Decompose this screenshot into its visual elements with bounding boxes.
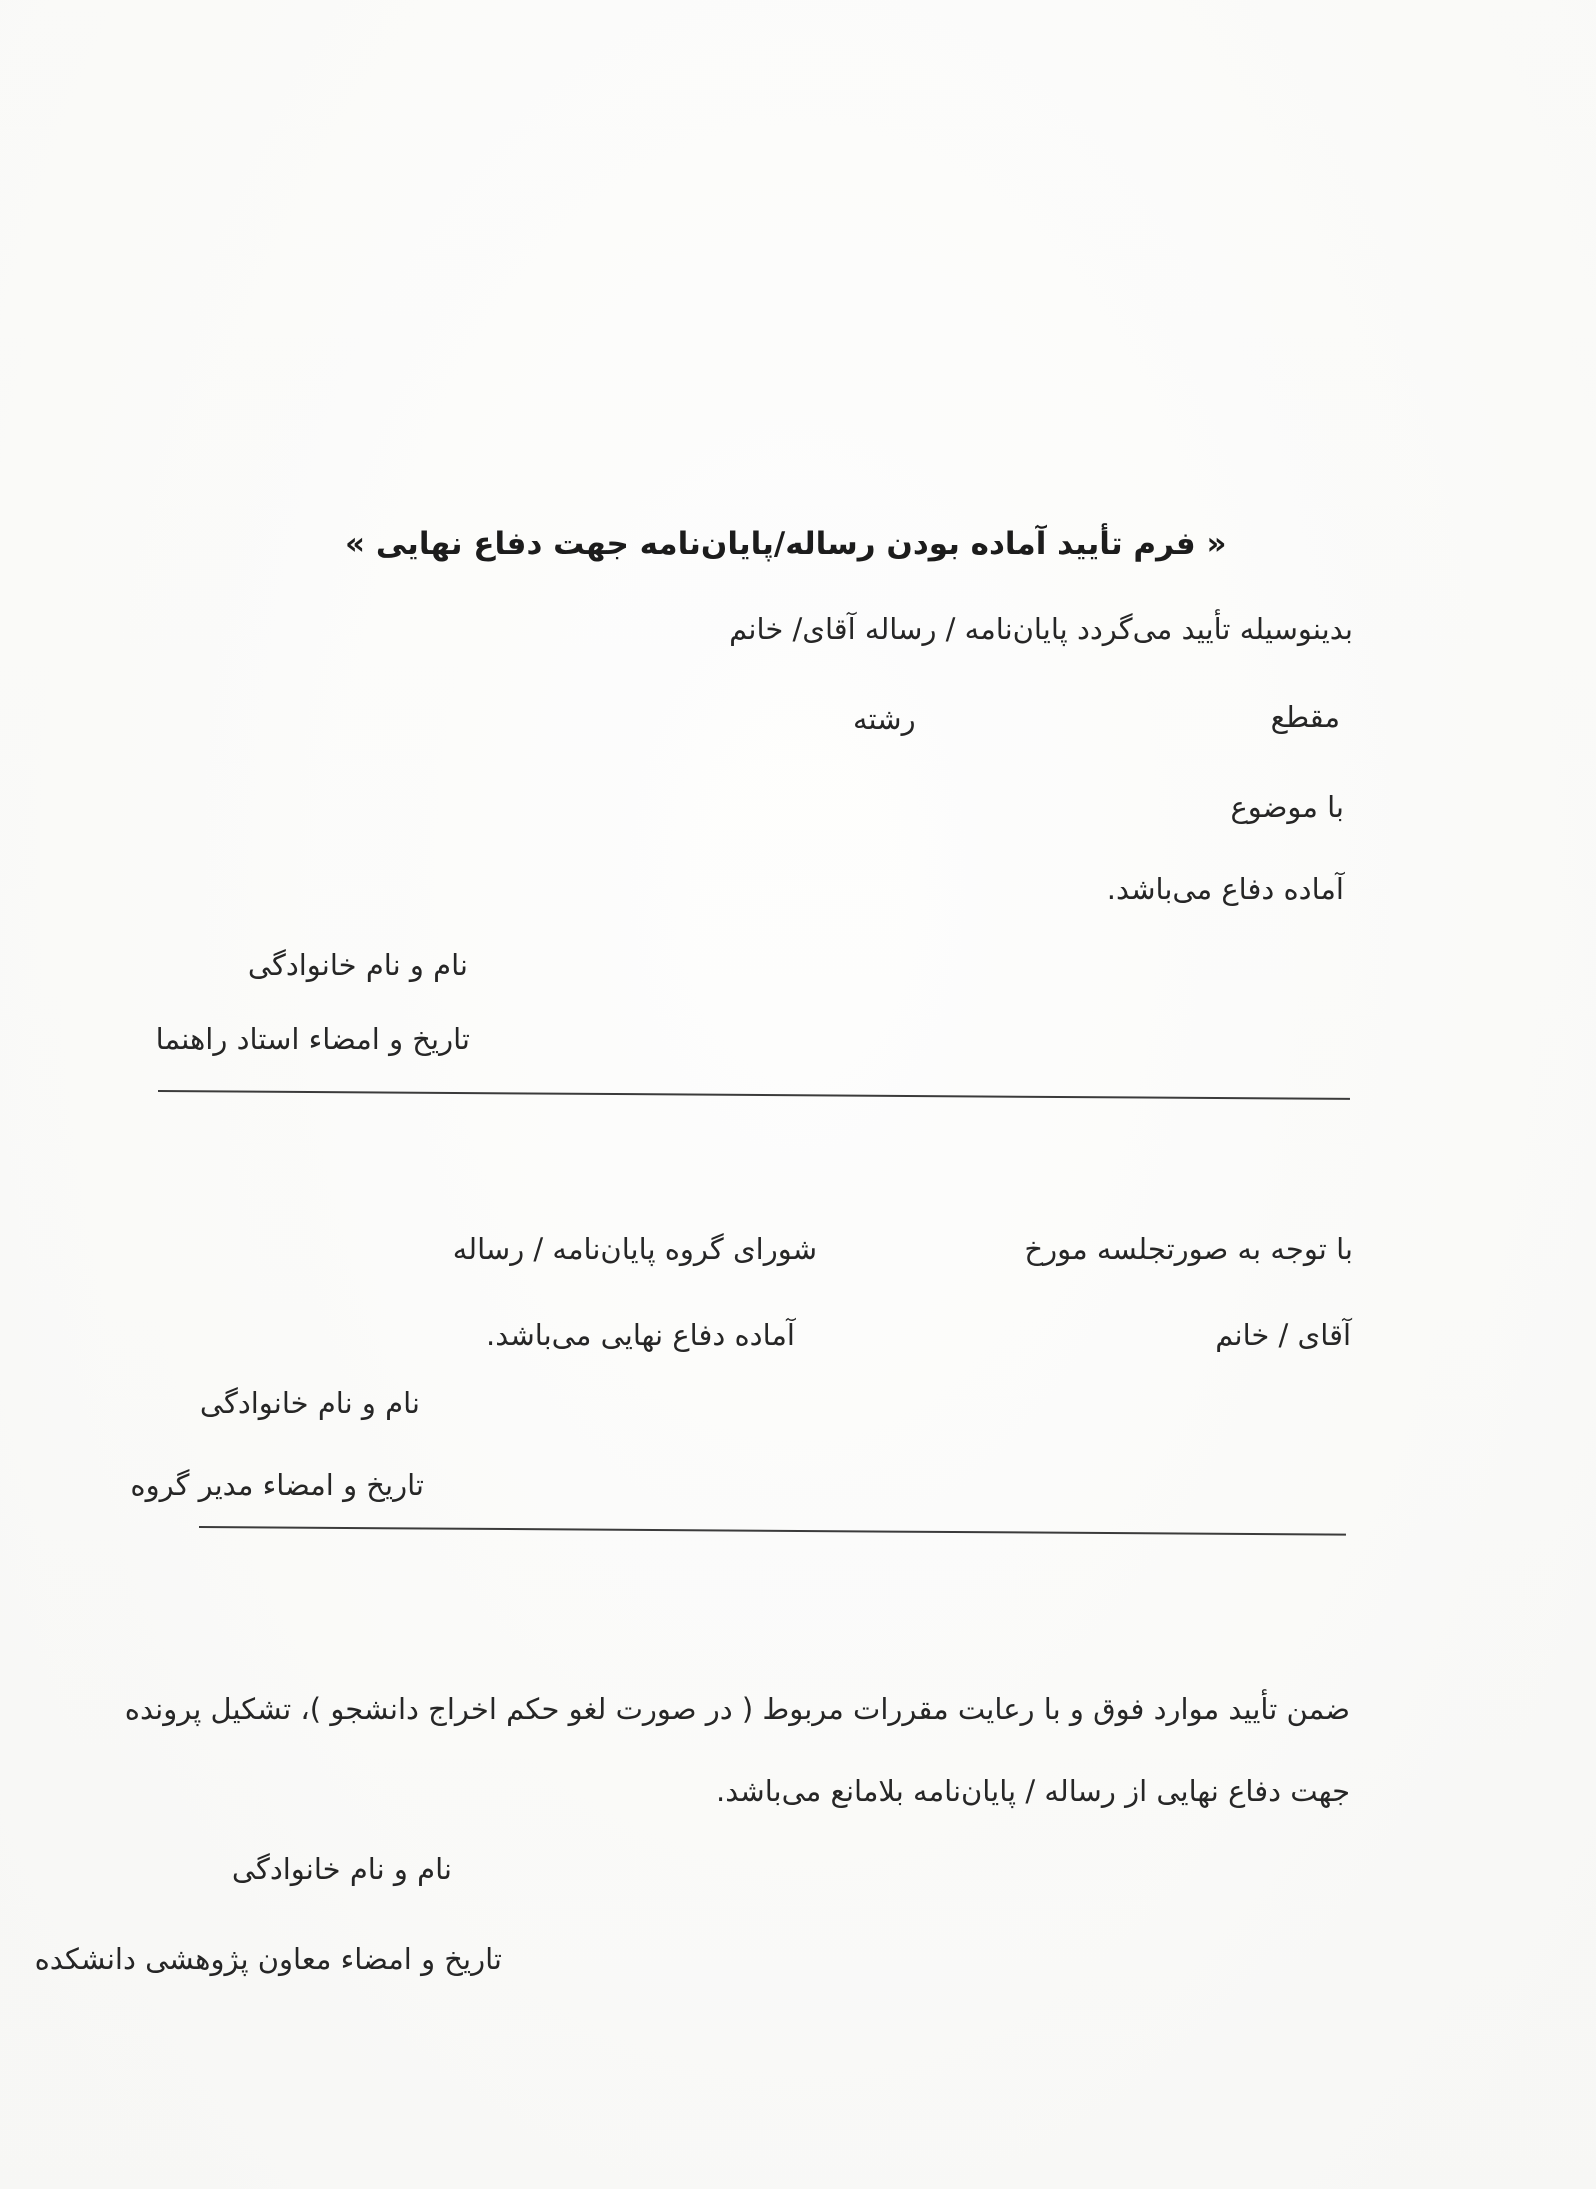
meeting-date-intro: با توجه به صورتجلسه مورخ (1024, 1232, 1353, 1266)
dean-fullname-label: نام و نام خانوادگی (231, 1852, 452, 1886)
field-of-study-label: رشته (853, 702, 916, 736)
ready-for-defense-statement: آماده دفاع می‌باشد. (1106, 872, 1344, 906)
section-separator-line-2 (199, 1526, 1346, 1536)
group-fullname-label: نام و نام خانوادگی (199, 1386, 420, 1420)
form-title: « فرم تأیید آماده بودن رساله/پایان‌نامه جهت دفاع نهایی » (345, 526, 1227, 562)
supervisor-date-signature-label: تاریخ و امضاء استاد راهنما (155, 1022, 470, 1056)
supervisor-intro-line: بدینوسیله تأیید می‌گردد پایان‌نامه / رساله آقای/ خانم (729, 612, 1353, 646)
subject-label: با موضوع (1230, 790, 1344, 824)
degree-label: مقطع (1270, 700, 1340, 734)
supervisor-fullname-label: نام و نام خانوادگی (247, 948, 468, 982)
dean-date-signature-label: تاریخ و امضاء معاون پژوهشی دانشکده (34, 1942, 502, 1976)
group-head-date-signature-label: تاریخ و امضاء مدیر گروه (130, 1468, 424, 1502)
final-defense-ready-statement: آماده دفاع نهایی می‌باشد. (486, 1318, 795, 1352)
section-separator-line-1 (158, 1090, 1350, 1100)
applicant-label: آقای / خانم (1215, 1318, 1351, 1352)
council-label: شورای گروه پایان‌نامه / رساله (452, 1232, 817, 1266)
dean-approval-line1: ضمن تأیید موارد فوق و با رعایت مقررات مربوط ( در صورت لغو حکم اخراج دانشجو )، تشکیل پرونده (124, 1692, 1350, 1726)
dean-approval-line2: جهت دفاع نهایی از رساله / پایان‌نامه بلامانع می‌باشد. (715, 1774, 1350, 1808)
